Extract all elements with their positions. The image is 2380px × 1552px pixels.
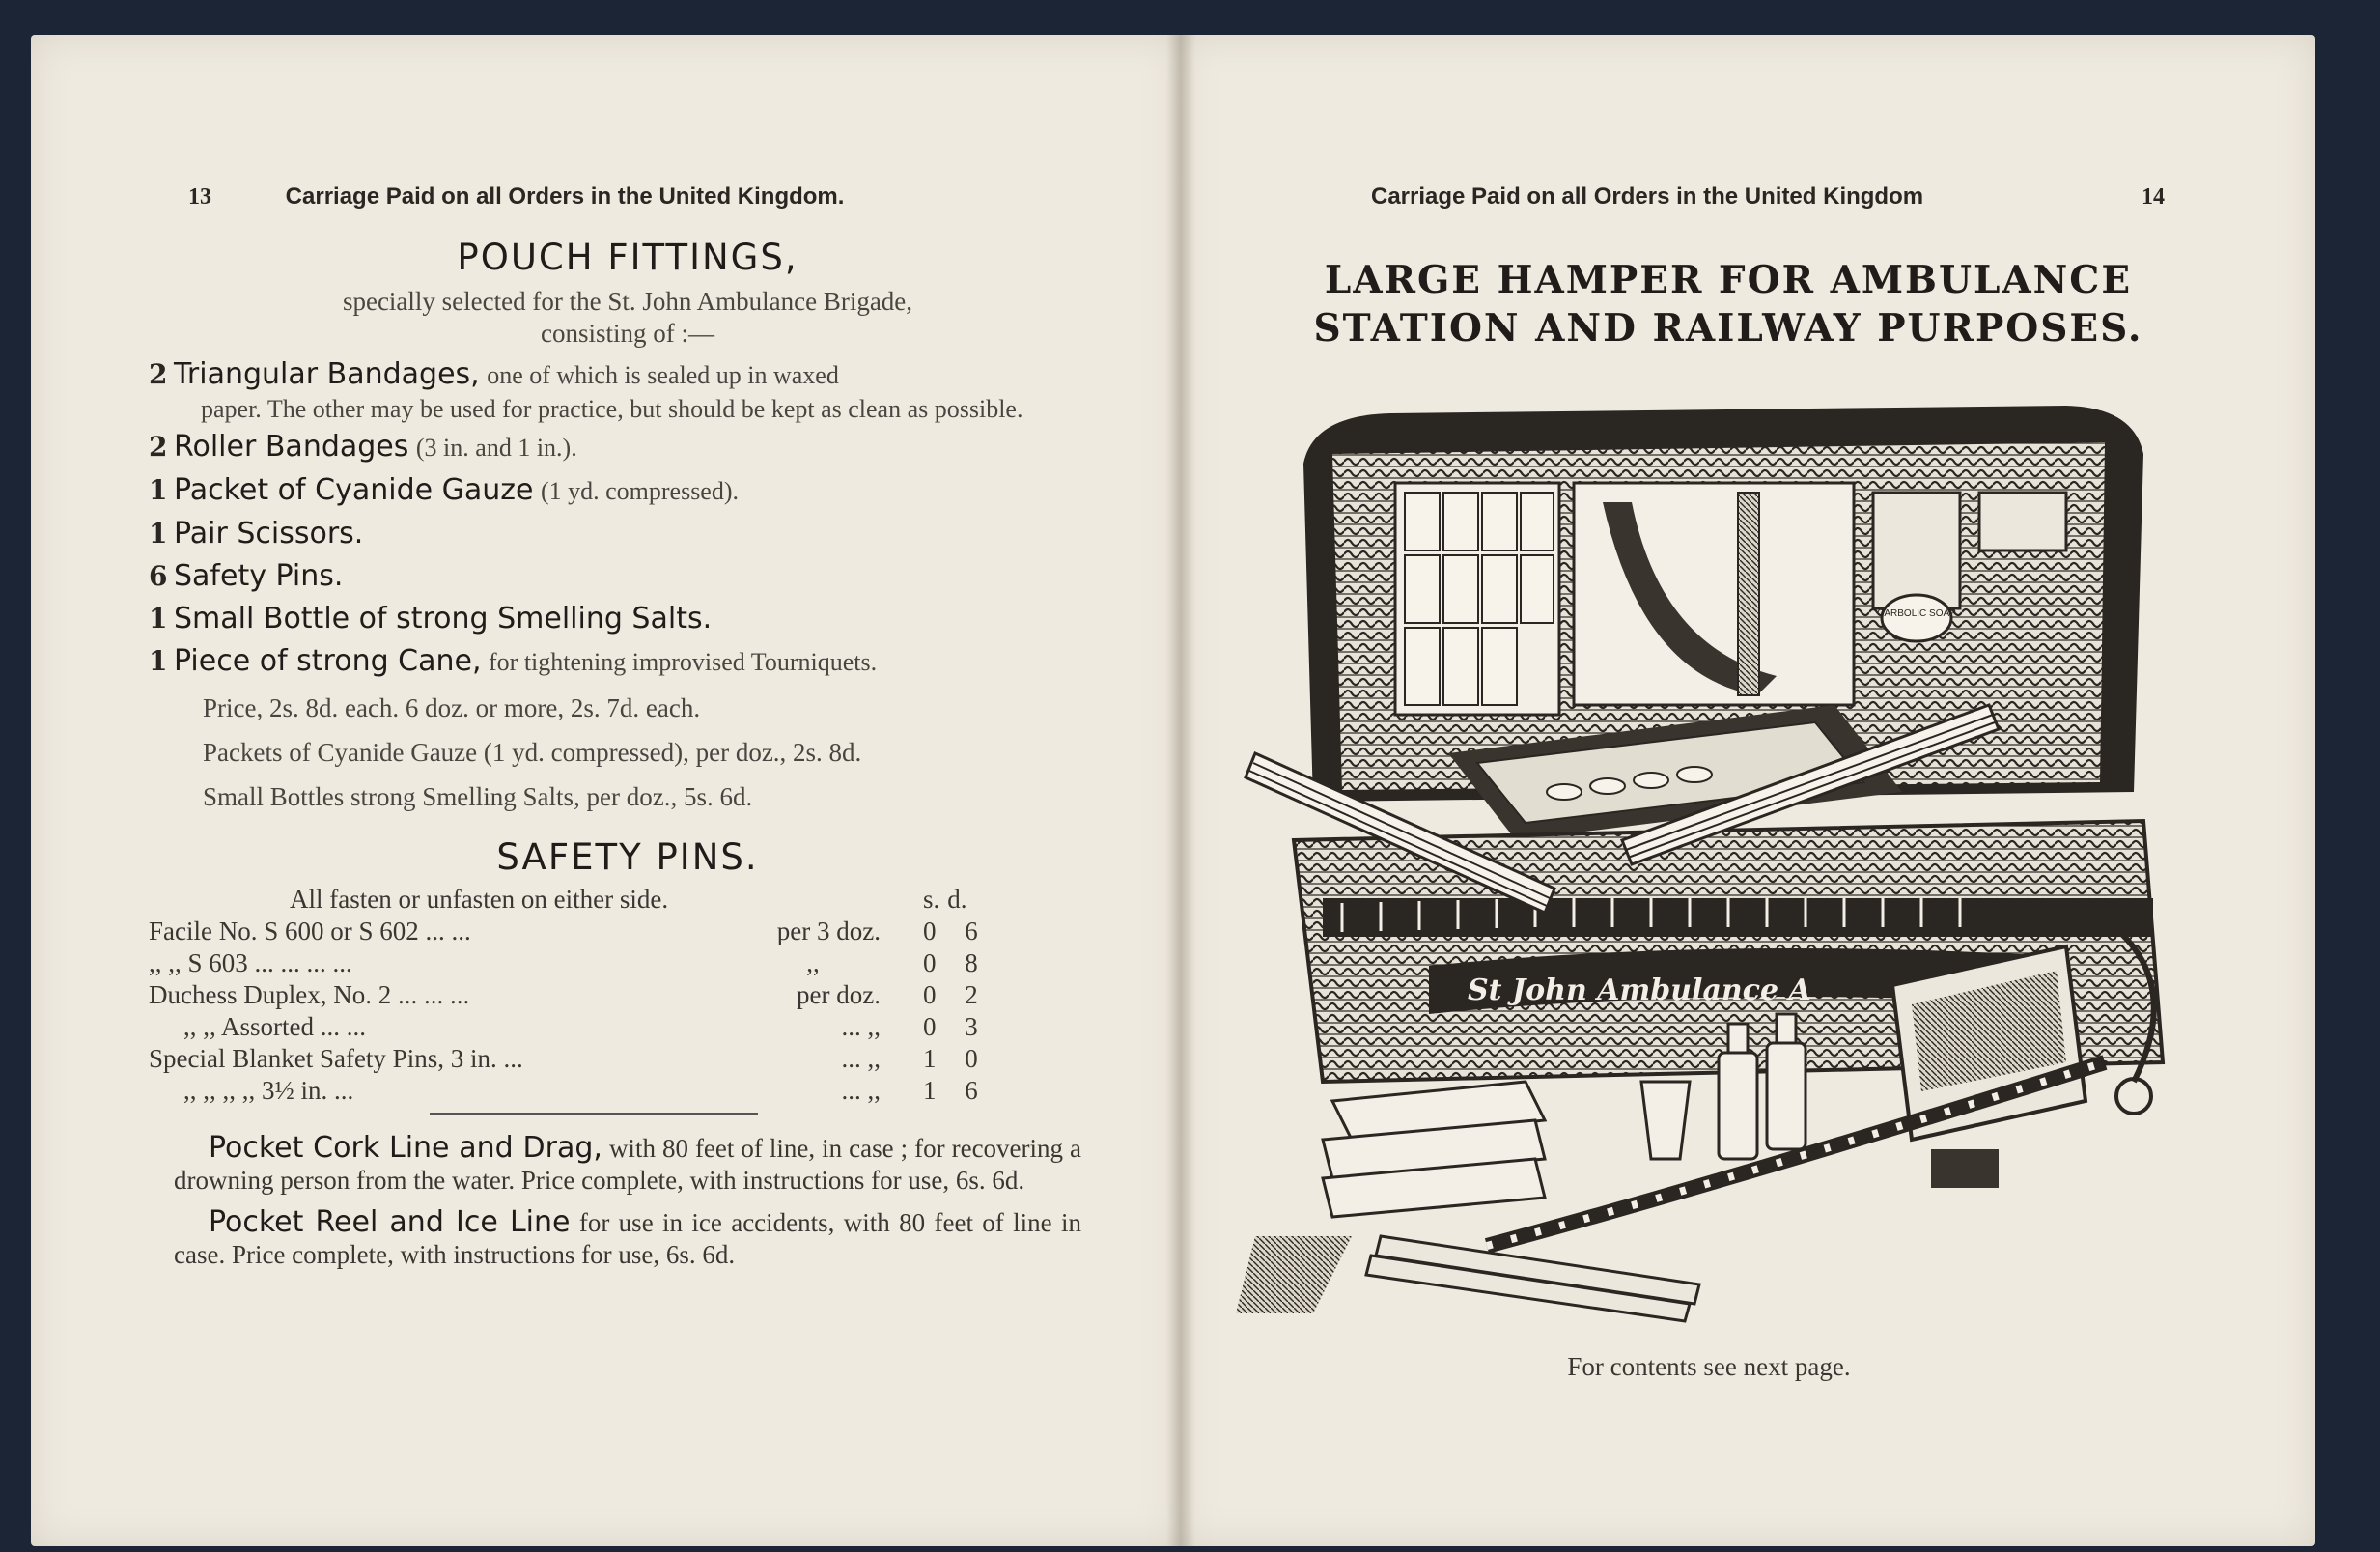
- item-quantity: 2: [149, 358, 168, 390]
- row-pence: 2: [965, 980, 978, 1009]
- list-item: [149, 428, 1081, 467]
- table-row: [145, 1011, 982, 1043]
- gauze-price: Packets of Cyanide Gauze (1 yd. compressed), per doz., 2s. 8d.: [203, 738, 862, 767]
- safety-pins-price-table: [145, 884, 982, 1107]
- reel-line-lead: Pocket Reel and Ice Line: [209, 1205, 571, 1239]
- item-quantity: 6: [149, 560, 168, 592]
- row-shillings: 0: [923, 980, 937, 1009]
- item-quantity: 1: [149, 603, 168, 635]
- soap-label: CARBOLIC SOAP: [1877, 608, 1956, 619]
- row-unit: ,,: [806, 948, 820, 977]
- pouch-intro-line-2: consisting of :—: [541, 319, 714, 348]
- row-shillings: 1: [923, 1044, 937, 1073]
- left-page-number: 13: [188, 184, 211, 210]
- list-item: [149, 642, 1081, 682]
- row-unit: per 3 doz.: [776, 917, 881, 945]
- row-pence: 0: [965, 1044, 978, 1073]
- table-row: [145, 916, 982, 947]
- item-description: (3 in. and 1 in.).: [415, 434, 577, 462]
- small-case: [1931, 1149, 1999, 1188]
- row-shillings: 0: [923, 948, 937, 977]
- pouch-price: Price, 2s. 8d. each. 6 doz. or more, 2s. 7d. each.: [203, 693, 701, 722]
- row-unit: ... ,,: [841, 1044, 881, 1073]
- illustration-caption: For contents see next page.: [1567, 1352, 1851, 1381]
- row-unit: ... ,,: [841, 1012, 881, 1041]
- list-item: [149, 600, 1081, 638]
- hamper-title-line-1: LARGE HAMPER FOR AMBULANCE: [1324, 258, 2133, 302]
- row-pence: 3: [965, 1012, 978, 1041]
- left-page-content: [149, 237, 1082, 1271]
- table-row: [145, 947, 982, 979]
- pouch-items-list: [149, 355, 1081, 682]
- rolled-splints: [1366, 1236, 1699, 1321]
- soap-box: [1873, 493, 1960, 608]
- item-description: for tightening improvised Tourniquets.: [489, 648, 878, 676]
- table-header-desc: All fasten or unfasten on either side.: [290, 885, 669, 914]
- row-shillings: 0: [923, 917, 937, 945]
- row-unit: per doz.: [797, 980, 881, 1009]
- row-unit: ... ,,: [841, 1076, 881, 1105]
- right-page-number-wrap: [2142, 183, 2165, 211]
- cork-line-text: with 80 feet of line, in case ; for recovering a drowning person from the water. Price complete, with instructions for use, 6s. 6d.: [174, 1134, 1082, 1195]
- list-item: [149, 557, 1081, 596]
- folded-bandages-stack: [1323, 1082, 1545, 1217]
- table-header-pence: d.: [947, 885, 967, 914]
- row-description: Duchess Duplex, No. 2 ... ... ...: [149, 980, 470, 1009]
- table-row: [145, 1043, 982, 1075]
- item-name: Triangular Bandages,: [174, 357, 480, 391]
- row-description: ,, ,, ,, ,, 3½ in. ...: [183, 1076, 354, 1105]
- row-shillings: 1: [923, 1076, 937, 1105]
- safety-pins-title: SAFETY PINS.: [496, 836, 759, 878]
- left-running-head: [188, 183, 844, 211]
- item-description: (1 yd. compressed).: [540, 477, 740, 505]
- row-description: Facile No. S 600 or S 602 ... ...: [149, 917, 471, 945]
- item-description: one of which is sealed up in waxed: [487, 361, 839, 389]
- table-header-row: [145, 884, 982, 916]
- item-name: Small Bottle of strong Smelling Salts.: [174, 602, 713, 635]
- list-item: [149, 471, 1081, 511]
- row-pence: 8: [965, 948, 978, 977]
- row-description: Special Blanket Safety Pins, 3 in. ...: [149, 1044, 523, 1073]
- table-header-shillings: s.: [923, 885, 940, 914]
- salts-price: Small Bottles strong Smelling Salts, per doz., 5s. 6d.: [203, 782, 753, 811]
- reel-line-text: for use in ice accidents, with 80 feet of line in case. Price complete, with instructions for use, 6s. 6d.: [174, 1208, 1081, 1269]
- pouch-intro-line-1: specially selected for the St. John Ambulance Brigade,: [342, 287, 913, 316]
- table-row: [145, 1075, 982, 1107]
- item-name: Roller Bandages: [174, 430, 409, 464]
- item-continuation: paper. The other may be used for practice, but should be kept as clean as possible.: [201, 395, 1023, 423]
- hamper-title-line-2: STATION AND RAILWAY PURPOSES.: [1313, 306, 2143, 351]
- banner-text: St John Ambulance A: [1468, 974, 1811, 1007]
- item-name: Packet of Cyanide Gauze: [174, 473, 534, 507]
- item-name: Piece of strong Cane,: [174, 644, 482, 678]
- row-description: ,, ,, S 603 ... ... ... ...: [149, 948, 352, 977]
- item-quantity: 1: [149, 645, 168, 677]
- item-quantity: 1: [149, 518, 168, 550]
- table-row: [145, 979, 982, 1011]
- cork-line-lead: Pocket Cork Line and Drag,: [209, 1131, 602, 1165]
- item-name: Pair Scissors.: [174, 517, 364, 550]
- row-pence: 6: [965, 917, 978, 945]
- item-quantity: 1: [149, 474, 168, 506]
- right-page-number: 14: [2142, 184, 2165, 210]
- divider-rule: [430, 1113, 758, 1115]
- reel-line-paragraph: [174, 1206, 1081, 1271]
- pouch-fittings-title: POUCH FITTINGS,: [457, 237, 798, 278]
- right-running-head-text: Carriage Paid on all Orders in the United Kingdom: [1371, 183, 1924, 210]
- list-item: [149, 515, 1081, 553]
- item-quantity: 2: [149, 431, 168, 463]
- list-item: [149, 355, 1081, 424]
- hamper-title: [1255, 256, 2201, 353]
- cork-line-paragraph: [174, 1132, 1081, 1197]
- hamper-illustration: [1236, 386, 2230, 1323]
- row-shillings: 0: [923, 1012, 937, 1041]
- row-pence: 6: [965, 1076, 978, 1105]
- right-running-head: [1371, 183, 2172, 211]
- left-running-head-text: Carriage Paid on all Orders in the United Kingdom.: [285, 183, 845, 210]
- row-description: ,, ,, Assorted ... ...: [183, 1012, 366, 1041]
- book-gutter: [1166, 35, 1195, 1546]
- item-name: Safety Pins.: [174, 559, 344, 593]
